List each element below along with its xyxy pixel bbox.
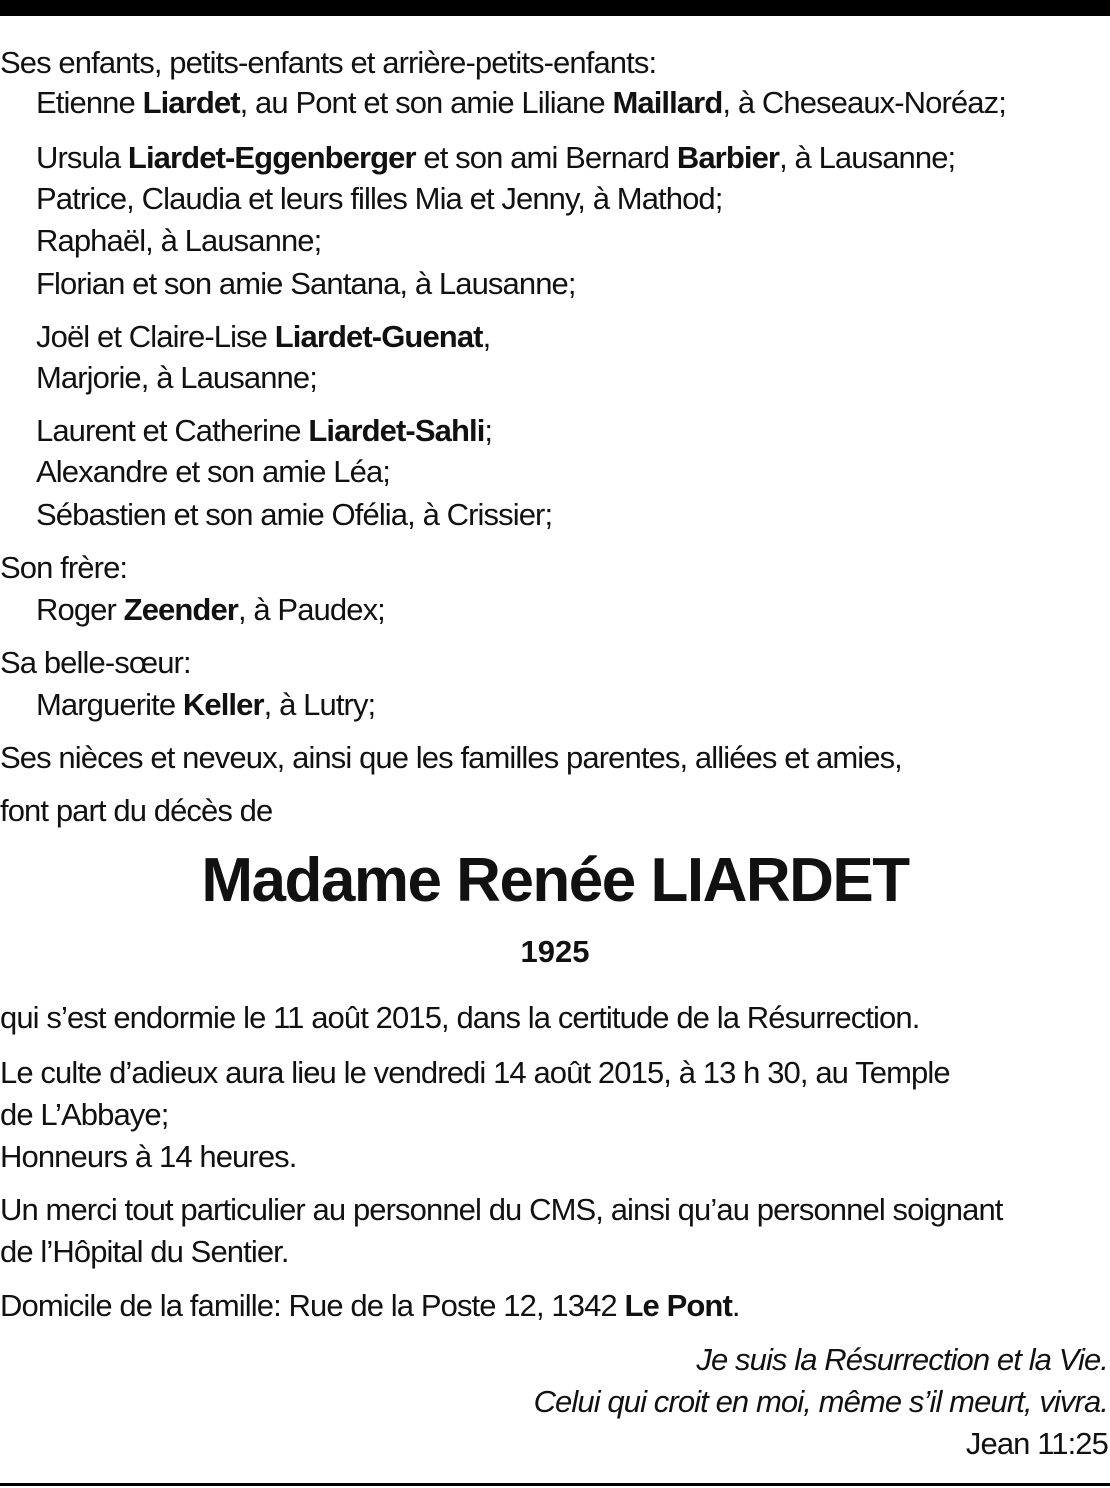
- text-line: [0, 737, 902, 779]
- text-segment: Domicile de la famille: Rue de la Poste 12, 1342: [0, 1288, 625, 1323]
- text-segment: Ses nièces et neveux, ainsi que les familles parentes, alliées et amies,: [0, 740, 902, 775]
- text-line: [0, 547, 127, 589]
- text-line: [0, 1136, 296, 1178]
- bold-name: Liardet: [142, 85, 240, 120]
- text-line: [0, 1285, 740, 1327]
- text-line: [0, 997, 919, 1039]
- text-line: [36, 137, 955, 179]
- text-segment: qui s’est endormie le 11 août 2015, dans la certitude de la Résurrection.: [0, 1000, 920, 1035]
- bold-name: Zeender: [123, 592, 238, 627]
- text-line: [0, 790, 272, 832]
- text-segment: font part du décès de: [0, 793, 273, 828]
- text-line: [0, 1052, 950, 1094]
- birth-year: 1925: [520, 934, 590, 969]
- text-segment: Sa belle-sœur:: [0, 645, 191, 680]
- text-line: [36, 589, 385, 631]
- text-segment: , à Lutry;: [263, 687, 376, 722]
- text-segment: , à Paudex;: [237, 592, 385, 627]
- text-line: [0, 1094, 168, 1136]
- text-segment: Ses enfants, petits-enfants et arrière-petits-enfants:: [0, 45, 657, 80]
- bold-name: Liardet-Sahli: [308, 413, 485, 448]
- text-line: [36, 263, 576, 305]
- text-segment: et son ami Bernard: [415, 140, 677, 175]
- text-line: [36, 684, 375, 726]
- text-line: [0, 42, 656, 84]
- text-segment: , au Pont et son amie Liliane: [239, 85, 613, 120]
- text-line: [36, 316, 490, 358]
- deceased-name: Madame Renée LIARDET: [201, 846, 909, 915]
- text-segment: de L’Abbaye;: [0, 1097, 169, 1132]
- text-segment: Patrice, Claudia et leurs filles Mia et Jenny, à Mathod;: [36, 181, 723, 216]
- text-segment: Alexandre et son amie Léa;: [36, 454, 391, 489]
- text-segment: Joël et Claire-Lise: [36, 319, 275, 354]
- text-segment: Le culte d’adieux aura lieu le vendredi 14 août 2015, à 13 h 30, au Temple: [0, 1055, 950, 1090]
- top-rule: [0, 0, 1110, 16]
- text-segment: ;: [484, 413, 493, 448]
- text-segment: de l’Hôpital du Sentier.: [0, 1234, 289, 1269]
- text-segment: Marguerite: [36, 687, 183, 722]
- text-line: [36, 451, 390, 493]
- text-segment: Laurent et Catherine: [36, 413, 309, 448]
- text-segment: Un merci tout particulier au personnel du CMS, ainsi qu’au personnel soignant: [0, 1192, 1003, 1227]
- quote-reference: Jean 11:25: [965, 1426, 1108, 1461]
- text-line: [36, 410, 492, 452]
- text-segment: Son frère:: [0, 550, 128, 585]
- bold-name: Keller: [182, 687, 264, 722]
- text-line: [0, 642, 191, 684]
- text-segment: Marjorie, à Lausanne;: [36, 360, 317, 395]
- text-segment: Sébastien et son amie Ofélia, à Crissier;: [36, 497, 553, 532]
- text-line: [36, 82, 1006, 124]
- text-line: [0, 1231, 289, 1273]
- text-segment: Raphaël, à Lausanne;: [36, 223, 322, 258]
- quote-line-2: Celui qui croit en moi, même s’il meurt, vivra.: [533, 1384, 1108, 1419]
- bold-name: Barbier: [676, 140, 780, 175]
- text-segment: Florian et son amie Santana, à Lausanne;: [36, 266, 576, 301]
- bold-name: Liardet-Guenat: [274, 319, 483, 354]
- bold-name: Le Pont: [624, 1288, 732, 1323]
- text-line: [36, 494, 552, 536]
- text-segment: Ursula: [36, 140, 128, 175]
- text-segment: Roger: [36, 592, 124, 627]
- text-segment: , à Cheseaux-Noréaz;: [722, 85, 1006, 120]
- bold-name: Maillard: [612, 85, 723, 120]
- text-segment: Honneurs à 14 heures.: [0, 1139, 297, 1174]
- text-line: [36, 178, 723, 220]
- text-segment: .: [731, 1288, 740, 1323]
- text-segment: Etienne: [36, 85, 143, 120]
- text-line: [36, 357, 317, 399]
- quote-line-1: Je suis la Résurrection et la Vie.: [696, 1342, 1108, 1377]
- text-segment: , à Lausanne;: [779, 140, 956, 175]
- bold-name: Liardet-Eggenberger: [127, 140, 416, 175]
- bottom-rule: [0, 1483, 1110, 1486]
- text-line: [36, 220, 321, 262]
- text-line: [0, 1189, 1003, 1231]
- text-segment: ,: [482, 319, 491, 354]
